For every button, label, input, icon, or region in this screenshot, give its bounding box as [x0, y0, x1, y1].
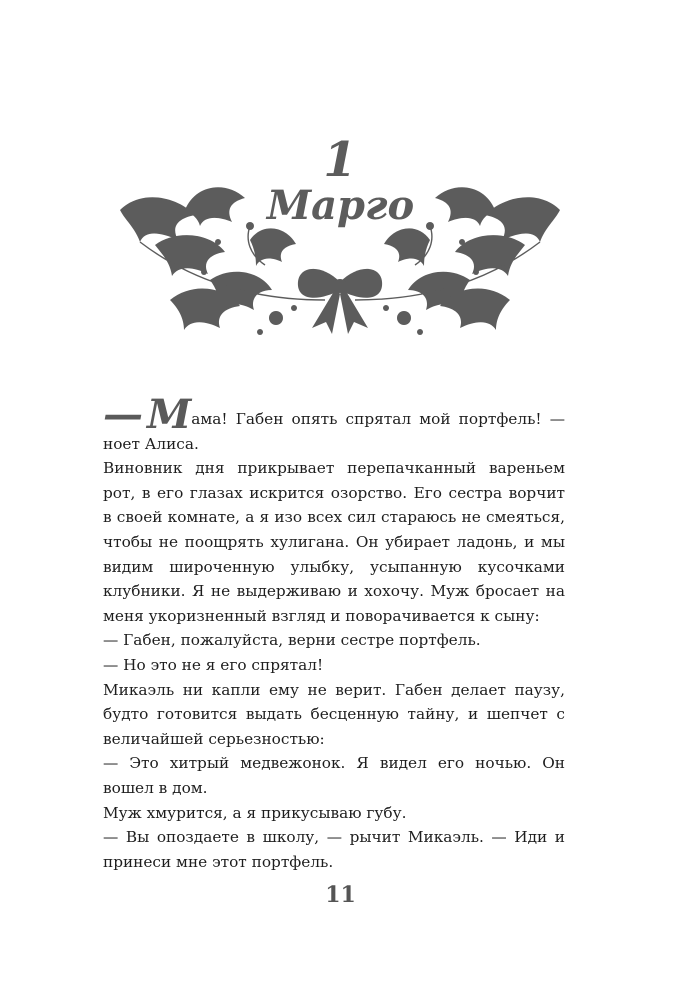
paragraph: Муж хмурится, а я прикусываю губу.	[103, 803, 407, 822]
paragraph: — Но это не я его спрятал!	[103, 655, 324, 674]
chapter-text	[103, 391, 565, 874]
page-number: 11	[325, 882, 356, 908]
paragraph: — Это хитрый медвежонок. Я видел его ночью. Он вошел в дом.	[103, 754, 565, 797]
chapter-title: Марго	[266, 182, 415, 229]
chapter-number: 1	[323, 132, 358, 188]
paragraph: Виновник дня прикрывает перепачканный вареньем рот, в его глазах искрится озорство. Его сестра ворчит в своей комнате, а я изо всех сил стараюсь не смеяться, чтобы не поощрять хулигана. Он убирает ладонь, и мы видим широченную улыбку, усыпанную кусочками клубники. Я не выдерживаю и хохочу. Муж бросает на меня укоризненный взгляд и поворачивается к сыну:	[103, 459, 565, 625]
paragraph: — Мама! Габен опять спрятал мой портфель! — ноет Алиса.	[103, 391, 565, 453]
paragraph: — Вы опоздаете в школу, — рычит Микаэль. — Иди и принеси мне этот портфель.	[103, 828, 565, 871]
paragraph: Микаэль ни капли ему не верит. Габен делает паузу, будто готовится выдать бесценную тайну, и шепчет с величайшей серьезностью:	[103, 680, 565, 748]
drop-cap: — М	[103, 391, 192, 438]
paragraph: — Габен, пожалуйста, верни сестре портфель.	[103, 631, 481, 650]
